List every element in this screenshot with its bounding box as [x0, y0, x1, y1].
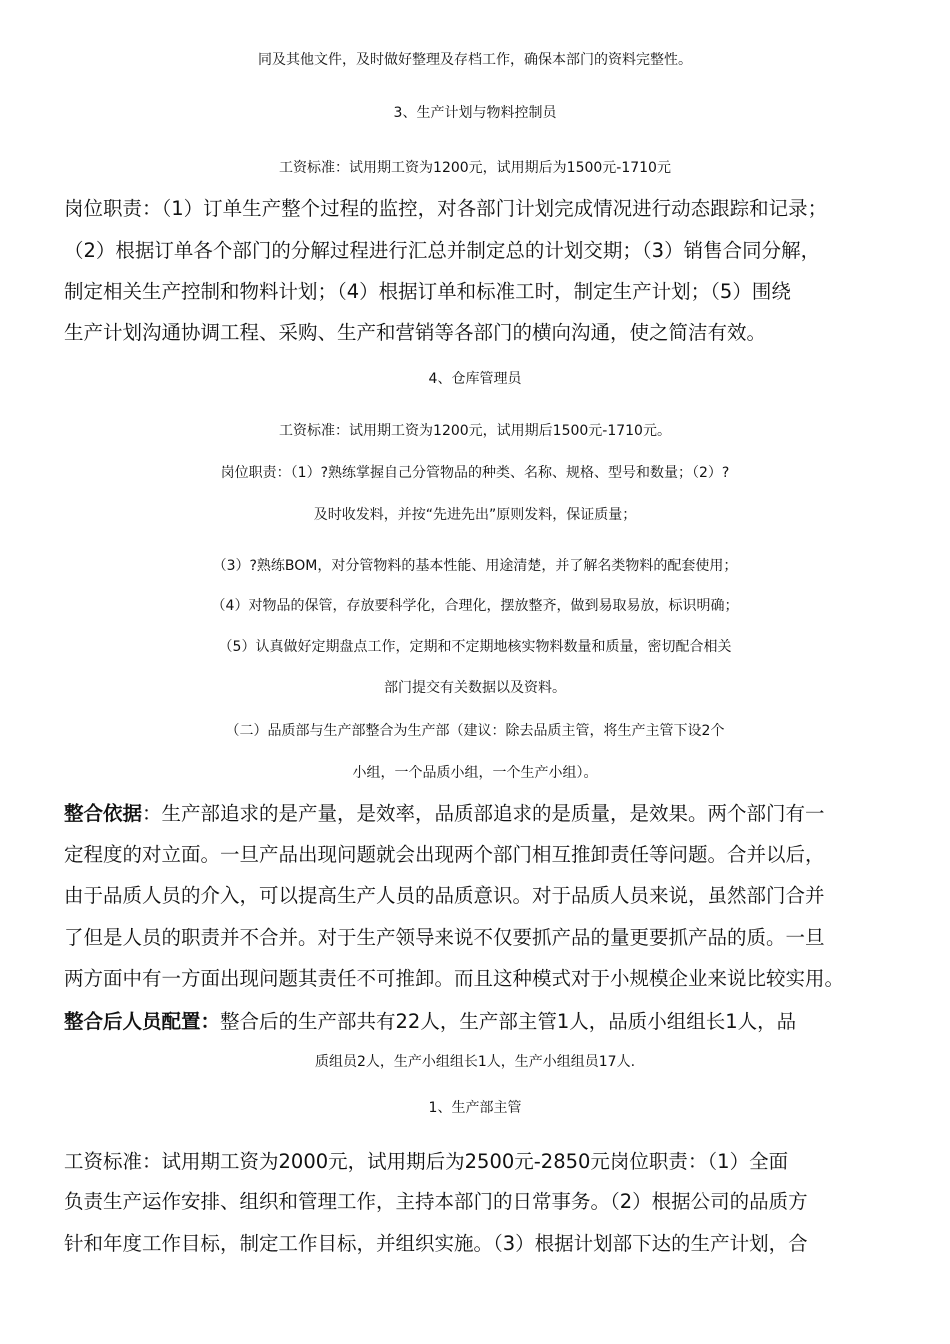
paragraph-line: 负责生产运作安排、组织和管理工作，主持本部门的日常事务。（2）根据公司的品质方 — [64, 1190, 808, 1213]
subsection-heading: （二）品质部与生产部整合为生产部（建议：除去品质主管，将生产主管下设2个 — [225, 723, 725, 739]
salary-line: 工资标准：试用期工资为1200元，试用期后为1500元-1710元 — [279, 160, 671, 176]
section-heading: 3、生产计划与物料控制员 — [393, 105, 557, 121]
paragraph-line: 质组员2人，生产小组组长1人，生产小组组员17人. — [314, 1054, 636, 1070]
paragraph-line: 两方面中有一方面出现问题其责任不可推卸。而且这种模式对于小规模企业来说比较实用。 — [64, 967, 845, 990]
paragraph-text: 整合后的生产部共有22人，生产部主管1人，品质小组组长1人，品 — [220, 1010, 797, 1033]
section-heading: 4、仓库管理员 — [428, 371, 522, 387]
paragraph-line: 同及其他文件，及时做好整理及存档工作，确保本部门的资料完整性。 — [258, 52, 692, 68]
paragraph-line: 生产计划沟通协调工程、采购、生产和营销等各部门的横向沟通，使之简洁有效。 — [64, 321, 767, 344]
subsection-heading: 小组，一个品质小组，一个生产小组）。 — [352, 765, 598, 781]
paragraph-line: 针和年度工作目标，制定工作目标，并组织实施。（3）根据计划部下达的生产计划，合 — [64, 1232, 808, 1255]
paragraph-line: 及时收发料，并按“先进先出”原则发料，保证质量； — [313, 507, 637, 523]
paragraph-line: 制定相关生产控制和物料计划；（4）根据订单和标准工时，制定生产计划；（5）围绕 — [64, 280, 791, 303]
paragraph-line: 岗位职责：（1）订单生产整个过程的监控，对各部门计划完成情况进行动态跟踪和记录； — [64, 197, 828, 220]
paragraph-line: （4）对物品的保管，存放要科学化，合理化，摆放整齐，做到易取易放，标识明确； — [211, 598, 739, 614]
salary-line: 工资标准：试用期工资为1200元，试用期后1500元-1710元。 — [279, 423, 671, 439]
paragraph-line: （2）根据订单各个部门的分解过程进行汇总并制定总的计划交期；（3）销售合同分解， — [64, 239, 821, 262]
paragraph-line — [64, 1009, 796, 1035]
section-heading: 1、生产部主管 — [428, 1100, 522, 1116]
paragraph-line: 了但是人员的职责并不合并。对于生产领导来说不仅要抓产品的量更要抓产品的质。一旦 — [64, 926, 825, 949]
paragraph-line: （3）?熟练BOM，对分管物料的基本性能、用途清楚，并了解名类物料的配套使用； — [212, 558, 738, 574]
paragraph-line: 岗位职责：（1）?熟练掌握自己分管物品的种类、名称、规格、型号和数量；（2）? — [220, 465, 730, 481]
paragraph-line: （5）认真做好定期盘点工作，定期和不定期地核实物料数量和质量，密切配合相关 — [218, 639, 732, 655]
paragraph-line: 部门提交有关数据以及资料。 — [384, 680, 566, 696]
paragraph-text: ：生产部追求的是产量，是效率，品质部追求的是质量，是效果。两个部门有一 — [142, 802, 825, 825]
bold-label: 整合依据 — [64, 802, 143, 825]
paragraph-line: 由于品质人员的介入，可以提高生产人员的品质意识。对于品质人员来说，虽然部门合并 — [64, 884, 825, 907]
paragraph-line: 定程度的对立面。一旦产品出现问题就会出现两个部门相互推卸责任等问题。合并以后， — [64, 843, 825, 866]
paragraph-line: 工资标准：试用期工资为2000元，试用期后为2500元-2850元岗位职责：（1）全面 — [64, 1150, 789, 1173]
bold-label: 整合后人员配置： — [64, 1010, 221, 1033]
paragraph-line — [64, 801, 825, 827]
